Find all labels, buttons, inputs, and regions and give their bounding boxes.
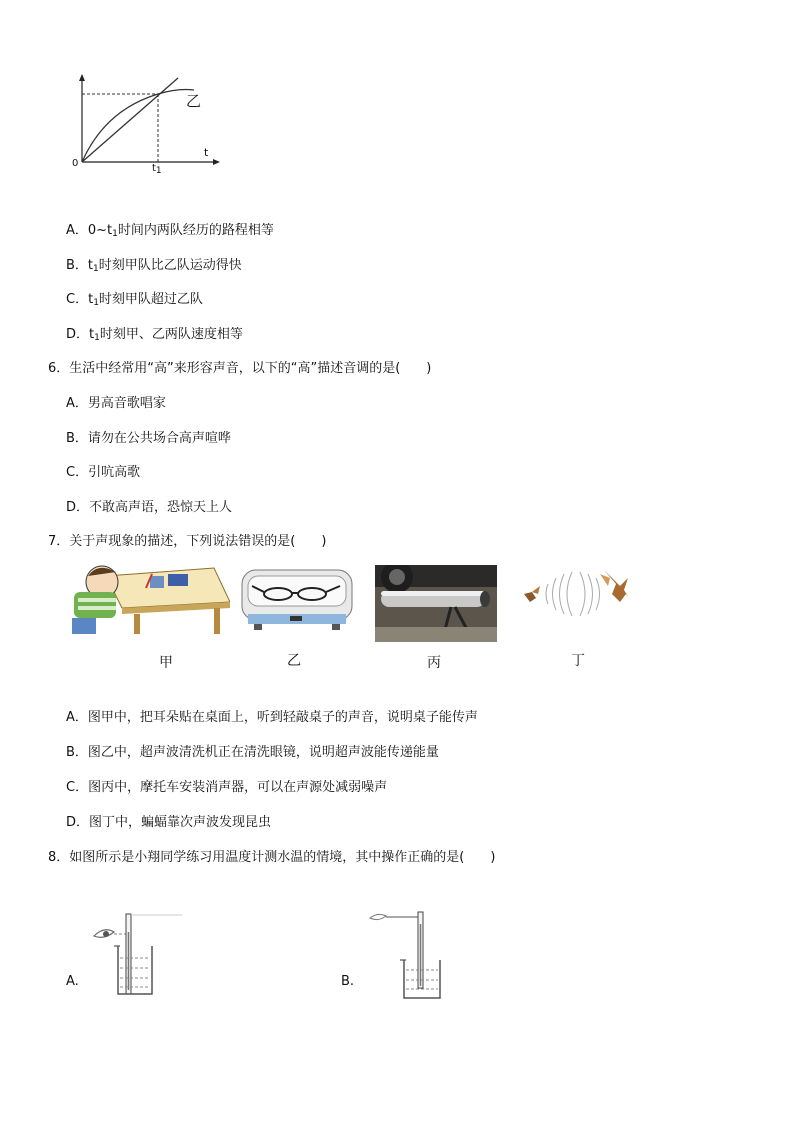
q7-image-ding-bat-insect bbox=[520, 564, 634, 622]
q5-option-a: A．$0\sim t_1$时间内两队经历的路程相等 bbox=[66, 223, 274, 239]
q7-option-c: C．图丙中，摩托车安装消声器，可以在声源处减弱噪声 bbox=[66, 780, 388, 795]
q7-caption-bing: 丙 bbox=[427, 655, 441, 671]
q8-option-a-label: A. bbox=[66, 974, 79, 989]
q7-stem: 7．关于声现象的描述，下列说法错误的是( ) bbox=[48, 534, 327, 549]
q6-option-b: B．请勿在公共场合高声喧哗 bbox=[66, 431, 231, 446]
curve-yi bbox=[82, 90, 194, 163]
q5-option-b: B．$t_1$时刻甲队比乙队运动得快 bbox=[66, 258, 242, 274]
graph-svg bbox=[60, 70, 230, 180]
q5-option-d: D．$t_1$时刻甲、乙两队速度相等 bbox=[66, 327, 243, 343]
graph-curve-label: 乙 bbox=[186, 92, 202, 110]
q6-stem: 6．生活中经常用“高”来形容声音，以下的“高”描述音调的是( ) bbox=[48, 361, 432, 376]
graph-x-label: t bbox=[204, 146, 209, 159]
q7-option-a: A．图甲中，把耳朵贴在桌面上，听到轻敲桌子的声音，说明桌子能传声 bbox=[66, 710, 478, 725]
line-jia bbox=[82, 78, 178, 162]
q6-option-a: A．男高音歌唱家 bbox=[66, 396, 166, 411]
q8-stem: 8．如图所示是小翔同学练习用温度计测水温的情境，其中操作正确的是( ) bbox=[48, 850, 496, 865]
q8-option-b-label: B. bbox=[341, 974, 355, 989]
q7-option-d: D．图丁中，蝙蝠靠次声波发现昆虫 bbox=[66, 815, 272, 830]
q6-option-d: D．不敢高声语，恐惊天上人 bbox=[66, 500, 233, 515]
q7-caption-ding: 丁 bbox=[571, 653, 585, 669]
x-axis-arrow bbox=[213, 159, 220, 165]
q7-image-bing-motorcycle-muffler bbox=[375, 565, 497, 642]
q7-image-jia-boy-desk bbox=[68, 562, 230, 634]
q7-caption-yi: 乙 bbox=[287, 653, 301, 669]
q8-image-b-thermometer-beaker bbox=[366, 910, 458, 1000]
q7-caption-jia: 甲 bbox=[159, 655, 173, 671]
distance-time-graph bbox=[60, 70, 230, 180]
q7-image-yi-ultrasonic-cleaner bbox=[238, 566, 356, 632]
q6-option-c: C．引吭高歌 bbox=[66, 465, 141, 480]
graph-t1-label: $t_1$ bbox=[152, 163, 162, 176]
q5-option-c: C．$t_1$时刻甲队超过乙队 bbox=[66, 292, 203, 308]
y-axis-arrow bbox=[79, 74, 85, 81]
q7-option-b: B．图乙中，超声波清洗机正在清洗眼镜，说明超声波能传递能量 bbox=[66, 745, 439, 760]
q8-image-a-thermometer-beaker bbox=[90, 912, 182, 998]
graph-origin-label: 0 bbox=[72, 158, 79, 169]
